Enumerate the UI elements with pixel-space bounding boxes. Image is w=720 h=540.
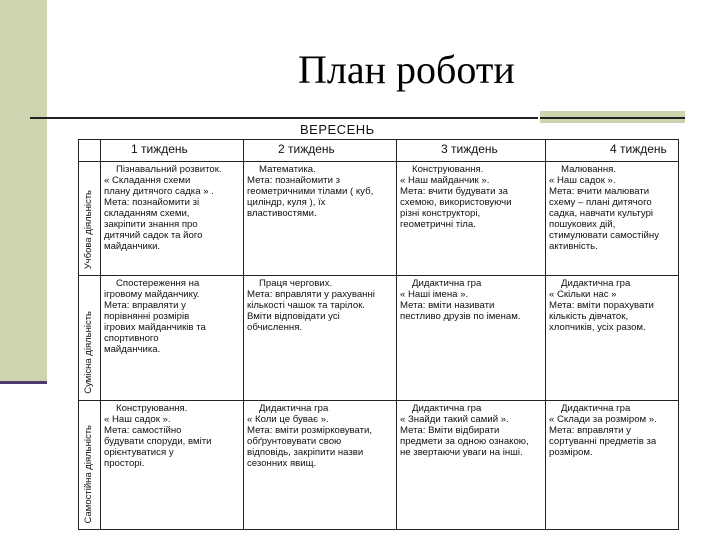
cell-text-line: Дидактична гра bbox=[259, 402, 329, 414]
cell-text-line: порівнянні розмірів bbox=[104, 311, 190, 323]
cell-text-line: розміром. bbox=[549, 446, 593, 458]
table-header-row bbox=[79, 140, 679, 162]
plan-cell bbox=[101, 162, 244, 276]
cell-text-line: предмети за одною ознакою, bbox=[400, 435, 529, 447]
cell-text-line: « Наш садок ». bbox=[104, 413, 171, 425]
week-header: 4 тиждень bbox=[546, 140, 679, 162]
plan-cell bbox=[397, 162, 546, 276]
cell-text-line: геометричними тілами ( куб, bbox=[247, 186, 374, 198]
cell-text-line: будувати споруди, вміти bbox=[104, 435, 212, 447]
plan-cell bbox=[546, 276, 679, 400]
row-label: Учбова діяльність bbox=[83, 190, 94, 270]
cell-text-line: кількості чашок та тарілок. bbox=[247, 300, 366, 312]
cell-text-line: Мета: вчити будувати за bbox=[400, 186, 508, 198]
cell-text-line: « Коли це буває ». bbox=[247, 413, 329, 425]
cell-text-line: « Наші імена ». bbox=[400, 289, 469, 301]
cell-text-line: стимулювати самостійну bbox=[549, 230, 660, 242]
week-header: 1 тиждень bbox=[101, 140, 244, 162]
cell-text-line: Спостереження на bbox=[116, 278, 200, 290]
row-label-cell bbox=[79, 162, 101, 276]
cell-text-line: ігрових майданчиків та bbox=[104, 322, 206, 334]
cell-text-line: різні конструкторі, bbox=[400, 208, 481, 220]
cell-text-line: Вміти відповідати усі bbox=[247, 311, 340, 323]
cell-text-line: « Наш садок ». bbox=[549, 175, 616, 187]
row-label: Самостійна діяльність bbox=[83, 424, 94, 523]
plan-cell bbox=[244, 276, 397, 400]
cell-text-line: Мета: вправляти у bbox=[104, 300, 186, 312]
week-header: 3 тиждень bbox=[397, 140, 546, 162]
cell-text-line: Малювання. bbox=[561, 164, 617, 176]
row-label: Сумісна діяльність bbox=[83, 310, 94, 394]
cell-text-line: Праця чергових. bbox=[259, 278, 333, 290]
cell-text-line: сортуванні предметів за bbox=[549, 435, 657, 447]
cell-text-line: Мета: вправляти у bbox=[549, 424, 631, 436]
header-corner-cell bbox=[79, 140, 101, 162]
cell-text-line: Мета: вправляти у рахуванні bbox=[247, 289, 375, 301]
cell-text-line: « Скільки нас » bbox=[549, 289, 617, 301]
cell-text-line: Мета: вчити малювати bbox=[549, 186, 650, 198]
cell-text-line: Мета: вміти порахувати bbox=[549, 300, 654, 312]
cell-text-line: пошукових дій, bbox=[549, 219, 616, 231]
cell-text-line: складанням схеми, bbox=[104, 208, 190, 220]
cell-text-line: обґрунтовувати свою bbox=[247, 435, 342, 447]
cell-text-line: плану дитячого садка » . bbox=[104, 186, 214, 198]
table-row bbox=[79, 400, 679, 529]
cell-text-line: « Знайди такий самий ». bbox=[400, 413, 509, 425]
plan-cell bbox=[101, 400, 244, 529]
cell-text-line: дитячий садок та його bbox=[104, 230, 203, 242]
cell-text-line: активність. bbox=[549, 241, 598, 253]
cell-text-line: майданчика. bbox=[104, 344, 161, 356]
cell-text-line: « Складання схеми bbox=[104, 175, 191, 187]
plan-cell bbox=[546, 400, 679, 529]
plan-cell bbox=[397, 400, 546, 529]
plan-cell bbox=[244, 162, 397, 276]
cell-text-line: Мета: Вміти відбирати bbox=[400, 424, 500, 436]
cell-text-line: спортивного bbox=[104, 333, 159, 345]
cell-text-line: хлопчиків, усіх разом. bbox=[549, 322, 646, 334]
row-label-cell bbox=[79, 400, 101, 529]
month-heading: ВЕРЕСЕНЬ bbox=[300, 122, 375, 137]
cell-text-line: Мета: познайомити зі bbox=[104, 197, 200, 209]
cell-text-line: « Склади за розміром ». bbox=[549, 413, 657, 425]
cell-text-line: Пізнавальний розвиток. bbox=[116, 164, 222, 176]
left-accent-line bbox=[0, 381, 47, 384]
cell-text-line: просторі. bbox=[104, 457, 145, 469]
cell-text-line: відповідь, закріпити назви bbox=[247, 446, 364, 458]
cell-text-line: майданчики. bbox=[104, 241, 161, 253]
cell-text-line: схему – плані дитячого bbox=[549, 197, 652, 209]
plan-table bbox=[78, 139, 679, 530]
week-header: 2 тиждень bbox=[244, 140, 397, 162]
cell-text-line: Дидактична гра bbox=[412, 402, 482, 414]
divider-accent-line bbox=[540, 117, 685, 119]
cell-text-line: Дидактична гра bbox=[412, 278, 482, 290]
table-row bbox=[79, 276, 679, 400]
cell-text-line: не звертаючи уваги на інші. bbox=[400, 446, 523, 458]
cell-text-line: Конструювання. bbox=[412, 164, 484, 176]
cell-text-line: сезонних явищ. bbox=[247, 457, 317, 469]
cell-text-line: Математика. bbox=[259, 164, 316, 176]
cell-text-line: властивостями. bbox=[247, 208, 317, 220]
cell-text-line: Мета: вміти називати bbox=[400, 300, 495, 312]
title-divider bbox=[30, 117, 538, 119]
cell-text-line: обчислення. bbox=[247, 322, 303, 334]
cell-text-line: геометричні тіла. bbox=[400, 219, 476, 231]
cell-text-line: Дидактична гра bbox=[561, 278, 631, 290]
cell-text-line: схемою, використовуючи bbox=[400, 197, 512, 209]
cell-text-line: Дидактична гра bbox=[561, 402, 631, 414]
cell-text-line: Мета: познайомити з bbox=[247, 175, 340, 187]
cell-text-line: кількість дівчаток, bbox=[549, 311, 629, 323]
cell-text-line: Мета: вміти розмірковувати, bbox=[247, 424, 373, 436]
cell-text-line: садка, навчати культурі bbox=[549, 208, 654, 220]
table-row bbox=[79, 162, 679, 276]
left-accent-bar bbox=[0, 0, 47, 383]
page-title: План роботи bbox=[298, 47, 515, 92]
cell-text-line: циліндр, куля ), їх bbox=[247, 197, 326, 209]
cell-text-line: орієнтуватися у bbox=[104, 446, 174, 458]
plan-cell bbox=[546, 162, 679, 276]
cell-text-line: пестливо друзів по іменам. bbox=[400, 311, 521, 323]
cell-text-line: « Наш майданчик ». bbox=[400, 175, 490, 187]
cell-text-line: ігровому майданчику. bbox=[104, 289, 200, 301]
plan-cell bbox=[397, 276, 546, 400]
row-label-cell bbox=[79, 276, 101, 400]
cell-text-line: Мета: самостійно bbox=[104, 424, 182, 436]
cell-text-line: Конструювання. bbox=[116, 402, 188, 414]
plan-cell bbox=[101, 276, 244, 400]
plan-cell bbox=[244, 400, 397, 529]
cell-text-line: закріпити знання про bbox=[104, 219, 198, 231]
